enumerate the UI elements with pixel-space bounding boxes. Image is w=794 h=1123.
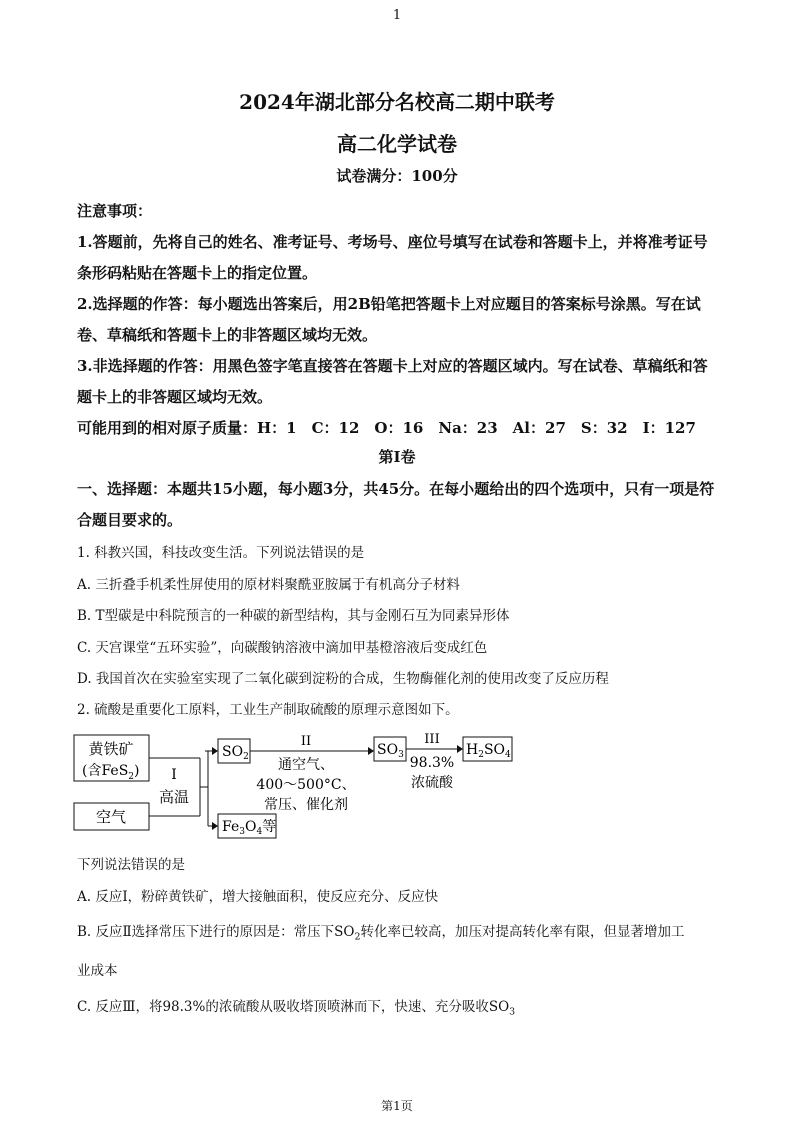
so2-label: $SO_2$ <box>222 744 249 762</box>
question-2-option-b: B. 反应Ⅱ选择常压下进行的原因是：常压下$SO_2$转化率已较高，加压对提高转化率有限，但显著增加工 <box>77 924 685 943</box>
page-footer: 第1页 <box>381 1099 413 1113</box>
notice-item: 2.选择题的作答：每小题选出答案后，用2B铅笔把答题卡上对应题目的答案标号涂黑。写在试卷、草稿纸和答题卡上的非答题区域均无效。 <box>77 295 701 344</box>
step-3-condition-2: 浓硫酸 <box>411 775 453 791</box>
question-1-option-d: D. 我国首次在实验室实现了二氧化碳到淀粉的合成，生物酶催化剂的使用改变了反应历程 <box>77 671 609 687</box>
section-heading: 一、选择题：本题共15小题，每小题3分，共45分。在每小题给出的四个选项中，只有一项是符合题目要求的。 <box>77 480 715 529</box>
step-2-condition-2: 400～500°C、 <box>256 777 356 793</box>
step-3-condition-1: 98.3% <box>409 755 455 771</box>
question-2-option-b-cont: 业成本 <box>77 963 118 979</box>
step-2-label: II <box>300 734 312 749</box>
step-2-condition-1: 通空气、 <box>278 757 334 773</box>
question-1-stem: 1. 科教兴国，科技改变生活。下列说法错误的是 <box>77 545 365 561</box>
step-1-condition: 高温 <box>158 788 190 806</box>
question-1-option-a: A. 三折叠手机柔性屏使用的原材料聚酰亚胺属于有机高分子材料 <box>77 577 460 593</box>
so3-label: $SO_3$ <box>377 742 404 760</box>
pyrite-formula: (含FeS$_2$) <box>82 763 140 782</box>
pyrite-label: 黄铁矿 <box>88 740 134 758</box>
exam-title: 2024年湖北部分名校高二期中联考 <box>239 90 555 114</box>
arrow-head <box>368 747 374 755</box>
question-2-option-c: C. 反应Ⅲ，将98.3%的浓硫酸从吸收塔顶喷淋而下，快速、充分吸收$SO_3$ <box>77 999 516 1018</box>
arrow-head <box>457 745 463 753</box>
notice-item: 3.非选择题的作答：用黑色签字笔直接答在答题卡上对应的答题区域内。写在试卷、草稿纸和答题卡上的非答题区域均无效。 <box>77 357 708 406</box>
question-2-ask: 下列说法错误的是 <box>77 857 185 873</box>
question-1-option-b: B. T型碳是中科院预言的一种碳的新型结构，其与金刚石互为同素异形体 <box>77 608 510 624</box>
question-1-option-c: C. 天宫课堂“五环实验”，向碳酸钠溶液中滴加甲基橙溶液后变成红色 <box>77 640 488 656</box>
step-1-label: I <box>171 767 177 783</box>
notice-item: 1.答题前，先将自己的姓名、准考证号、考场号、座位号填写在试卷和答题卡上，并将准考证号条形码粘贴在答题卡上的指定位置。 <box>77 233 708 282</box>
volume-heading: 第Ⅰ卷 <box>378 448 416 466</box>
fe3o4-label: $Fe_3O_4$等 <box>222 819 277 837</box>
question-2-stem: 2. 硫酸是重要化工原料，工业生产制取硫酸的原理示意图如下。 <box>77 702 459 718</box>
atomic-masses: 可能用到的相对原子质量：H：1 C：12 O：16 Na：23 Al：27 S：32 I：127 <box>77 419 696 437</box>
page-number-top: 1 <box>392 8 402 23</box>
air-label: 空气 <box>95 808 127 826</box>
notice-heading: 注意事项： <box>77 202 153 220</box>
arrow-head <box>212 747 218 755</box>
full-score: 试卷满分：100分 <box>336 167 458 185</box>
question-2-option-a: A. 反应Ⅰ，粉碎黄铁矿，增大接触面积，使反应充分、反应快 <box>77 889 439 905</box>
exam-subtitle: 高二化学试卷 <box>337 132 457 156</box>
h2so4-label: $H_2SO_4$ <box>466 742 511 760</box>
diagram-products-layer <box>60 726 560 846</box>
step-2-condition-3: 常压、催化剂 <box>264 797 348 813</box>
arrow-head <box>212 822 218 830</box>
step-3-label: III <box>424 732 440 747</box>
